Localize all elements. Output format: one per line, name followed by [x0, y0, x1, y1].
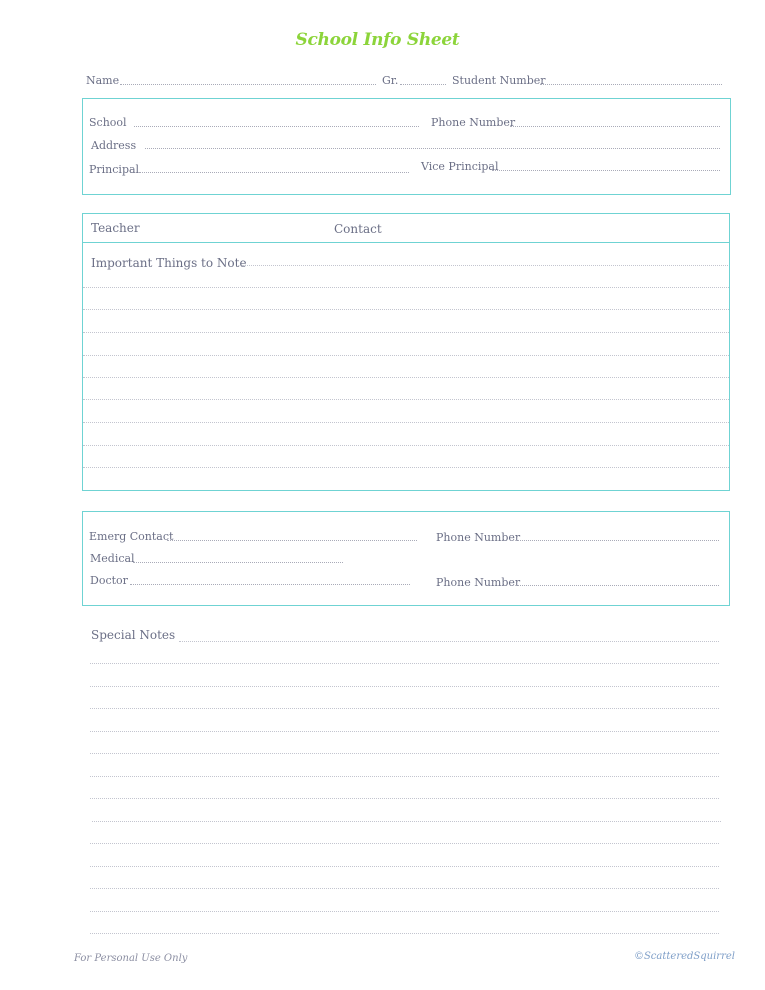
special-notes-line[interactable]	[90, 708, 719, 709]
student-number-field[interactable]	[540, 84, 722, 85]
school-phone-label: Phone Number	[431, 116, 516, 129]
name-field[interactable]	[120, 84, 376, 85]
medical-field[interactable]	[133, 562, 343, 563]
notes-line[interactable]	[242, 265, 728, 266]
emerg-contact-field[interactable]	[167, 540, 417, 541]
teacher-label: Teacher	[91, 221, 140, 235]
principal-label: Principal	[89, 163, 140, 176]
notes-line[interactable]	[83, 309, 729, 310]
teacher-divider	[82, 242, 730, 243]
special-notes-line[interactable]	[90, 776, 719, 777]
footer-personal-use: For Personal Use Only	[74, 953, 188, 964]
grade-field[interactable]	[400, 84, 446, 85]
contact-label: Contact	[334, 222, 382, 236]
special-notes-line[interactable]	[90, 686, 719, 687]
important-notes-label: Important Things to Note	[91, 256, 247, 270]
doctor-phone-field[interactable]	[516, 585, 719, 586]
medical-label: Medical	[90, 552, 135, 565]
notes-line[interactable]	[83, 332, 729, 333]
special-notes-line[interactable]	[90, 933, 719, 934]
address-field[interactable]	[145, 148, 720, 149]
school-field[interactable]	[134, 126, 419, 127]
special-notes-line[interactable]	[90, 663, 719, 664]
name-label: Name	[86, 74, 120, 87]
emerg-contact-label: Emerg Contact	[89, 530, 174, 543]
notes-line[interactable]	[83, 467, 729, 468]
special-notes-line[interactable]	[90, 731, 719, 732]
school-phone-field[interactable]	[510, 126, 720, 127]
special-notes-line[interactable]	[179, 641, 719, 642]
notes-line[interactable]	[83, 399, 729, 400]
special-notes-line[interactable]	[90, 843, 719, 844]
address-label: Address	[91, 139, 137, 152]
doctor-label: Doctor	[90, 574, 128, 587]
page-title: School Info Sheet	[295, 30, 460, 50]
school-info-box	[82, 98, 731, 195]
special-notes-label: Special Notes	[91, 628, 176, 642]
notes-line[interactable]	[83, 355, 729, 356]
student-number-label: Student Number	[452, 74, 546, 87]
special-notes-line[interactable]	[90, 911, 719, 912]
vice-principal-field[interactable]	[492, 170, 720, 171]
special-notes-line[interactable]	[90, 888, 719, 889]
special-notes-line[interactable]	[90, 798, 719, 799]
notes-line[interactable]	[83, 422, 729, 423]
emerg-phone-field[interactable]	[516, 540, 719, 541]
doctor-phone-label: Phone Number	[436, 576, 521, 589]
grade-label: Gr.	[382, 74, 399, 87]
footer-copyright: ©ScatteredSquirrel	[633, 951, 735, 962]
notes-line[interactable]	[83, 287, 729, 288]
doctor-field[interactable]	[130, 584, 410, 585]
notes-line[interactable]	[83, 377, 729, 378]
special-notes-line[interactable]	[90, 753, 719, 754]
special-notes-line[interactable]	[92, 821, 721, 822]
school-label: School	[89, 116, 127, 129]
emerg-phone-label: Phone Number	[436, 531, 521, 544]
emergency-box	[82, 511, 730, 606]
principal-field[interactable]	[139, 172, 409, 173]
vice-principal-label: Vice Principal	[421, 160, 499, 173]
notes-line[interactable]	[83, 445, 729, 446]
teacher-box	[82, 213, 730, 491]
special-notes-line[interactable]	[90, 866, 719, 867]
